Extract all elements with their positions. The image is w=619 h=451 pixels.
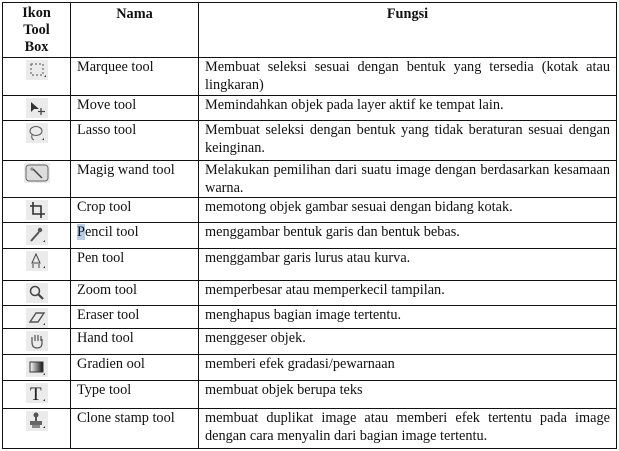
tool-name: Marquee tool bbox=[71, 58, 199, 96]
tool-function: memotong objek gambar sesuai dengan bidang kotak. bbox=[199, 198, 617, 223]
header-icon-column bbox=[3, 3, 71, 58]
tool-function: Membuat seleksi dengan bentuk yang tidak beraturan sesuai dengan keinginan. bbox=[199, 121, 617, 161]
tool-function: membuat objek berupa teks bbox=[199, 381, 617, 409]
tool-function: memperbesar atau memperkecil tampilan. bbox=[199, 281, 617, 306]
table-row bbox=[3, 223, 617, 249]
marquee-icon bbox=[26, 60, 48, 80]
hand-icon bbox=[26, 331, 48, 351]
tool-name: Magig wand tool bbox=[71, 161, 199, 198]
tool-function: menggambar bentuk garis dan bentuk bebas. bbox=[199, 223, 617, 249]
tool-function: menghapus bagian image tertentu. bbox=[199, 306, 617, 329]
svg-text:T: T bbox=[29, 384, 42, 403]
tool-function: menggeser objek. bbox=[199, 329, 617, 355]
tool-function: Memindahkan objek pada layer aktif ke tempat lain. bbox=[199, 96, 617, 121]
zoom-icon bbox=[26, 283, 48, 303]
tool-name-rest: encil tool bbox=[84, 224, 139, 240]
header-line: Ikon bbox=[22, 5, 51, 21]
table-row bbox=[3, 409, 617, 449]
clone-stamp-icon bbox=[26, 411, 48, 431]
table-row bbox=[3, 96, 617, 121]
type-icon bbox=[26, 383, 48, 403]
gradient-icon bbox=[26, 357, 48, 377]
table-row bbox=[3, 198, 617, 223]
table-row bbox=[3, 161, 617, 198]
tool-name bbox=[71, 223, 199, 249]
table-row bbox=[3, 249, 617, 281]
tool-function: membuat duplikat image atau memberi efek tertentu pada image dengan cara menyalin dari bagian image tertentu. bbox=[199, 409, 617, 449]
tool-name: Eraser tool bbox=[71, 306, 199, 329]
pencil-icon bbox=[26, 225, 48, 245]
table-row bbox=[3, 58, 617, 96]
tool-function: Membuat seleksi sesuai dengan bentuk yang tersedia (kotak atau lingkaran) bbox=[199, 58, 617, 96]
header-line: Box bbox=[24, 39, 49, 55]
table-row bbox=[3, 329, 617, 355]
header-row bbox=[3, 3, 617, 58]
tool-name: Gradien ool bbox=[71, 355, 199, 381]
tool-function: Melakukan pemilihan dari suatu image dengan berdasarkan kesamaan warna. bbox=[199, 161, 617, 198]
crop-icon bbox=[26, 200, 48, 220]
magic-wand-icon bbox=[24, 163, 50, 183]
tool-name: Clone stamp tool bbox=[71, 409, 199, 449]
header-fungsi-column: Fungsi bbox=[199, 3, 617, 58]
table-row bbox=[3, 381, 617, 409]
move-icon bbox=[26, 98, 48, 118]
tool-name: Type tool bbox=[71, 381, 199, 409]
photoshop-toolbox-table bbox=[2, 2, 617, 449]
tool-name: Zoom tool bbox=[71, 281, 199, 306]
table-row bbox=[3, 306, 617, 329]
header-name-column: Nama bbox=[71, 3, 199, 58]
tool-name: Lasso tool bbox=[71, 121, 199, 161]
table-row bbox=[3, 281, 617, 306]
highlighted-letter: P bbox=[77, 224, 85, 240]
table-row bbox=[3, 355, 617, 381]
tool-function: memberi efek gradasi/pewarnaan bbox=[199, 355, 617, 381]
pen-icon bbox=[26, 251, 48, 271]
eraser-icon bbox=[26, 308, 48, 328]
tool-name: Move tool bbox=[71, 96, 199, 121]
table-row bbox=[3, 121, 617, 161]
tool-name: Pen tool bbox=[71, 249, 199, 281]
tool-function: menggambar garis lurus atau kurva. bbox=[199, 249, 617, 281]
lasso-icon bbox=[26, 123, 48, 143]
tool-name: Hand tool bbox=[71, 329, 199, 355]
header-line: Tool bbox=[23, 22, 50, 38]
tool-name: Crop tool bbox=[71, 198, 199, 223]
